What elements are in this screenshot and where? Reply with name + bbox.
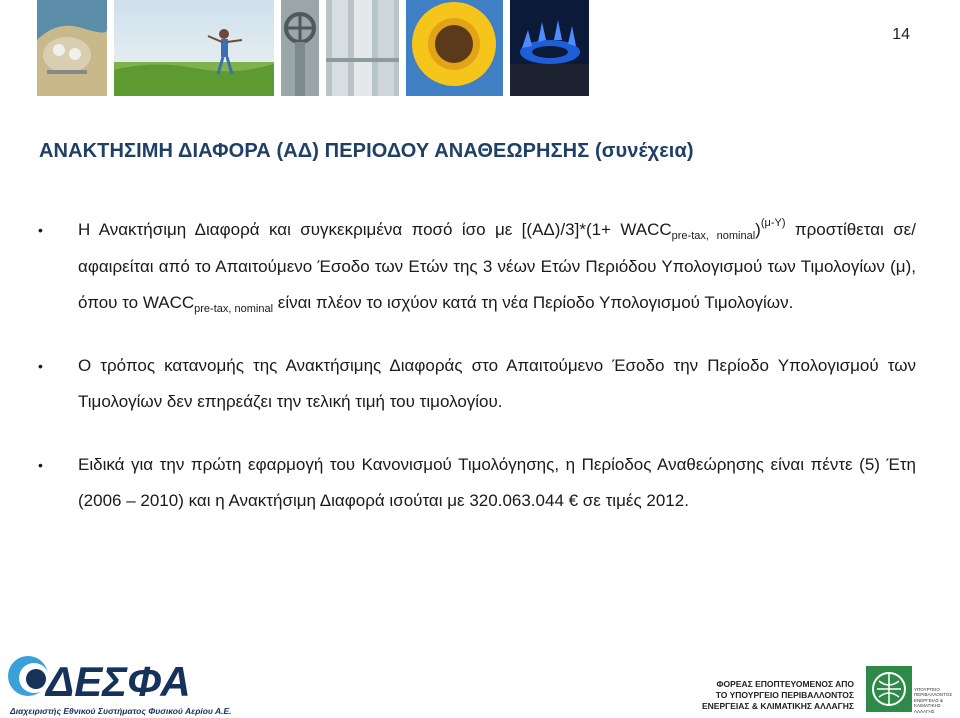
ministry-emblem-icon xyxy=(866,666,912,712)
bullet-text: Η Ανακτήσιμη Διαφορά και συγκεκριμένα ποσό ίσο με [(ΑΔ)/3]*(1+ WACC xyxy=(78,220,672,239)
regulator-line: ΤΟ ΥΠΟΥΡΓΕΙΟ ΠΕΡΙΒΑΛΛΟΝΤΟΣ xyxy=(715,690,854,700)
bullet-first-application: • Ειδικά για την πρώτη εφαρμογή του Κανονισμού Τιμολόγησης, η Περίοδος Αναθεώρησης είναι πέντε (5) Έτη (2006 – 2010) και η Ανακτήσιμη Διαφορά ισούται με 320.063.044 € σε τιμές 2012. xyxy=(38,447,916,520)
ministry-caption: ΥΠΟΥΡΓΕΙΟ ΠΕΡΙΒΑΛΛΟΝΤΟΣ ΕΝΕΡΓΕΙΑΣ & ΚΛΙΜΑΤΙΚΗΣ ΑΛΛΑΓΗΣ xyxy=(914,686,953,714)
gas-pipelines-photo xyxy=(326,0,399,96)
bullet-tariff-unaffected: • Ο τρόπος κατανομής της Ανακτήσιμης Διαφοράς στο Απαιτούμενο Έσοδο την Περίοδο Υπολογισμού των Τιμολογίων δεν επηρεάζει την τελική τιμή του τιμολογίου. xyxy=(38,348,916,421)
gas-burner-flame-photo xyxy=(510,0,589,96)
desfa-logo xyxy=(4,652,234,718)
desfa-tagline: Διαχειριστής Εθνικού Συστήματος Φυσικού Αερίου Α.Ε. xyxy=(10,706,232,716)
svg-text:ΔΕΣΦΑ: ΔΕΣΦΑ xyxy=(46,658,191,704)
bullet-text: ) xyxy=(755,220,761,239)
footer xyxy=(0,652,960,718)
header-photo-strip xyxy=(37,0,589,96)
sunflower-photo xyxy=(406,0,503,96)
regulator-line: ΕΝΕΡΓΕΙΑΣ & ΚΛΙΜΑΤΙΚΗΣ ΑΛΛΑΓΗΣ xyxy=(701,701,854,711)
bullet-text: προστίθεται σε/ αφαιρείται από το Απαιτούμενο Έσοδο των Ετών της 3 νέων Ετών Περιόδου Υπολογισμού των Τιμολογίων (μ), όπου το WACC xyxy=(78,220,916,312)
bullet-recoverable-difference-allocation xyxy=(38,212,916,322)
lng-terminal-photo xyxy=(37,0,107,96)
child-in-field-photo xyxy=(114,0,274,96)
page-title: ΑΝΑΚΤΗΣΙΜΗ ΔΙΑΦΟΡΑ (ΑΔ) ΠΕΡΙΟΔΟΥ ΑΝΑΘΕΩΡΗΣΗΣ (συνέχεια) xyxy=(39,140,694,162)
regulator-caption xyxy=(702,679,854,712)
bullet-text: είναι πλέον το ισχύον κατά τη νέα Περίοδο Υπολογισμού Τιμολογίων. xyxy=(273,293,794,312)
exponent-superscript: (μ-Υ) xyxy=(760,217,786,229)
bullet-list xyxy=(38,212,916,520)
regulator-line: ΦΟΡΕΑΣ ΕΠΟΠΤΕΥΟΜΕΝΟΣ ΑΠΟ xyxy=(716,679,854,689)
valve-wheel-photo xyxy=(281,0,319,96)
wacc-subscript: pre-tax, nominal xyxy=(671,230,756,242)
page-number: 14 xyxy=(892,26,910,43)
wacc-subscript: pre-tax, nominal xyxy=(194,303,274,315)
